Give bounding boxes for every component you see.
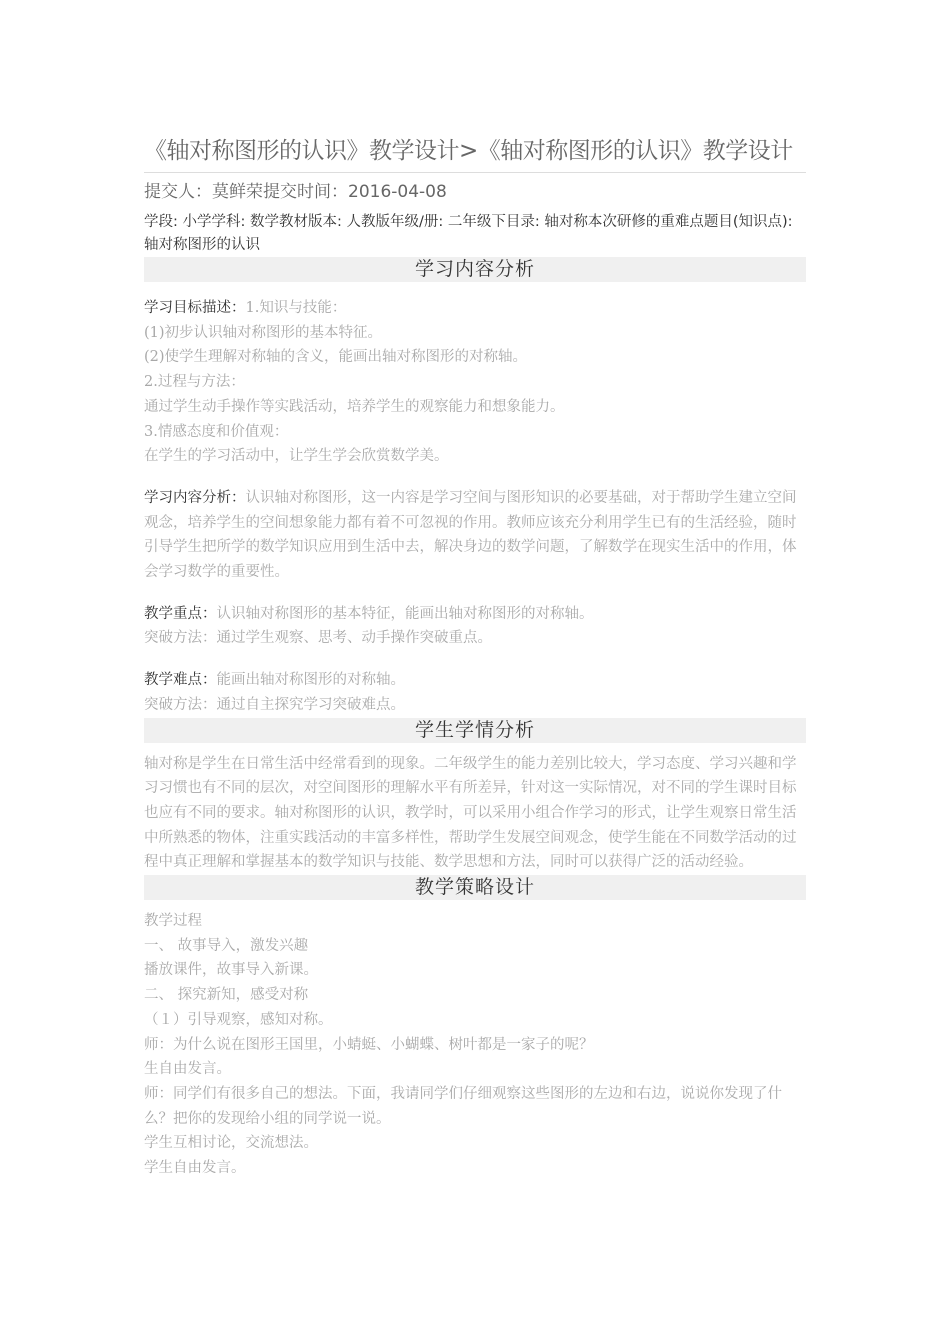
section-heading-content-analysis: 学习内容分析 <box>144 257 806 282</box>
key-point-text: 认识轴对称图形的基本特征，能画出轴对称图形的对称轴。 <box>216 605 594 622</box>
strategy-line: 学生互相讨论，交流想法。 <box>144 1135 318 1152</box>
submitter-name: 莫鲜荣 <box>212 182 263 202</box>
strategy-line: 师：同学们有很多自己的想法。下面，我请同学们仔细观察这些图形的左边和右边，说说你发现了什么？把你的发现给小组的同学说一说。 <box>144 1085 782 1127</box>
section-heading-strategy: 教学策略设计 <box>144 875 806 900</box>
learning-goal-line: 通过学生动手操作等实践活动，培养学生的观察能力和想象能力。 <box>144 398 565 415</box>
key-point-method: 突破方法：通过学生观察、思考、动手操作突破重点。 <box>144 630 492 647</box>
content-analysis-paragraph <box>144 486 806 585</box>
teaching-key-point <box>144 602 806 651</box>
strategy-line: 生自由发言。 <box>144 1061 231 1078</box>
page-title: 《轴对称图形的认识》教学设计>《轴对称图形的认识》教学设计 <box>144 138 793 164</box>
learning-goal-label: 学习目标描述： <box>144 300 246 316</box>
course-info: 学段: 小学学科: 数学教材版本: 人教版年级/册: 二年级下目录: 轴对称本次研修的重难点题目(知识点): 轴对称图形的认识 <box>144 214 793 253</box>
strategy-line: 二、 探究新知，感受对称 <box>144 987 309 1004</box>
key-point-label: 教学重点： <box>144 605 217 622</box>
strategy-line: 学生自由发言。 <box>144 1160 246 1177</box>
learning-goal-line: 在学生的学习活动中，让学生学会欣赏数学美。 <box>144 448 449 465</box>
teaching-difficult-point <box>144 668 806 717</box>
submitter-label: 提交人： <box>144 182 212 202</box>
title-divider <box>144 172 806 173</box>
student-analysis-text: 轴对称是学生在日常生活中经常看到的现象。二年级学生的能力差别比较大，学习态度、学习兴趣和学习习惯也有不同的层次，对空间图形的理解水平有所差异，针对这一实际情况，对不同的学生课时目标也应有不同的要求。轴对称图形的认识，教学时，可以采用小组合作学习的形式，让学生观察日常生活中所熟悉的物体，注重实践活动的丰富多样性，帮助学生发展空间观念，使学生能在不同数学活动的过程中真正理解和掌握基本的数学知识与技能、数学思想和方法，同时可以获得广泛的活动经验。 <box>144 755 797 871</box>
difficult-point-text: 能画出轴对称图形的对称轴。 <box>216 672 405 689</box>
strategy-line: 师：为什么说在图形王国里，小蜻蜓、小蝴蝶、树叶都是一家子的呢？ <box>144 1036 594 1053</box>
learning-goal-line: 2.过程与方法： <box>144 374 245 391</box>
submission-meta <box>144 179 806 205</box>
learning-goal-line: (2)使学生理解对称轴的含义，能画出轴对称图形的对称轴。 <box>144 349 528 366</box>
strategy-line: （１）引导观察，感知对称。 <box>144 1011 333 1028</box>
submit-time-label: 提交时间： <box>263 182 348 202</box>
strategy-line: 一、 故事导入，激发兴趣 <box>144 937 309 954</box>
strategy-line: 教学过程 <box>144 913 202 930</box>
content-analysis-label: 学习内容分析： <box>144 489 246 506</box>
learning-goal-line: 3.情感态度和价值观： <box>144 423 289 440</box>
learning-goals <box>144 296 806 469</box>
submit-time-value: 2016-04-08 <box>348 182 447 202</box>
difficult-point-method: 突破方法：通过自主探究学习突破难点。 <box>144 696 405 713</box>
learning-goal-line: (1)初步认识轴对称图形的基本特征。 <box>144 324 383 341</box>
content-analysis-text: 认识轴对称图形，这一内容是学习空间与图形知识的必要基础，对于帮助学生建立空间观念，培养学生的空间想象能力都有着不可忽视的作用。教师应该充分利用学生已有的生活经验，随时引导学生把所学的数学知识应用到生活中去，解决身边的数学问题，了解数学在现实生活中的作用，体会学习数学的重要性。 <box>144 489 797 581</box>
learning-goal-line: 学习目标描述：1.知识与技能： <box>144 300 347 316</box>
strategy-process <box>144 909 806 1181</box>
section-heading-student-analysis: 学生学情分析 <box>144 718 806 743</box>
strategy-line: 播放课件，故事导入新课。 <box>144 962 318 979</box>
difficult-point-label: 教学难点： <box>144 672 217 689</box>
document-page <box>144 134 806 1181</box>
